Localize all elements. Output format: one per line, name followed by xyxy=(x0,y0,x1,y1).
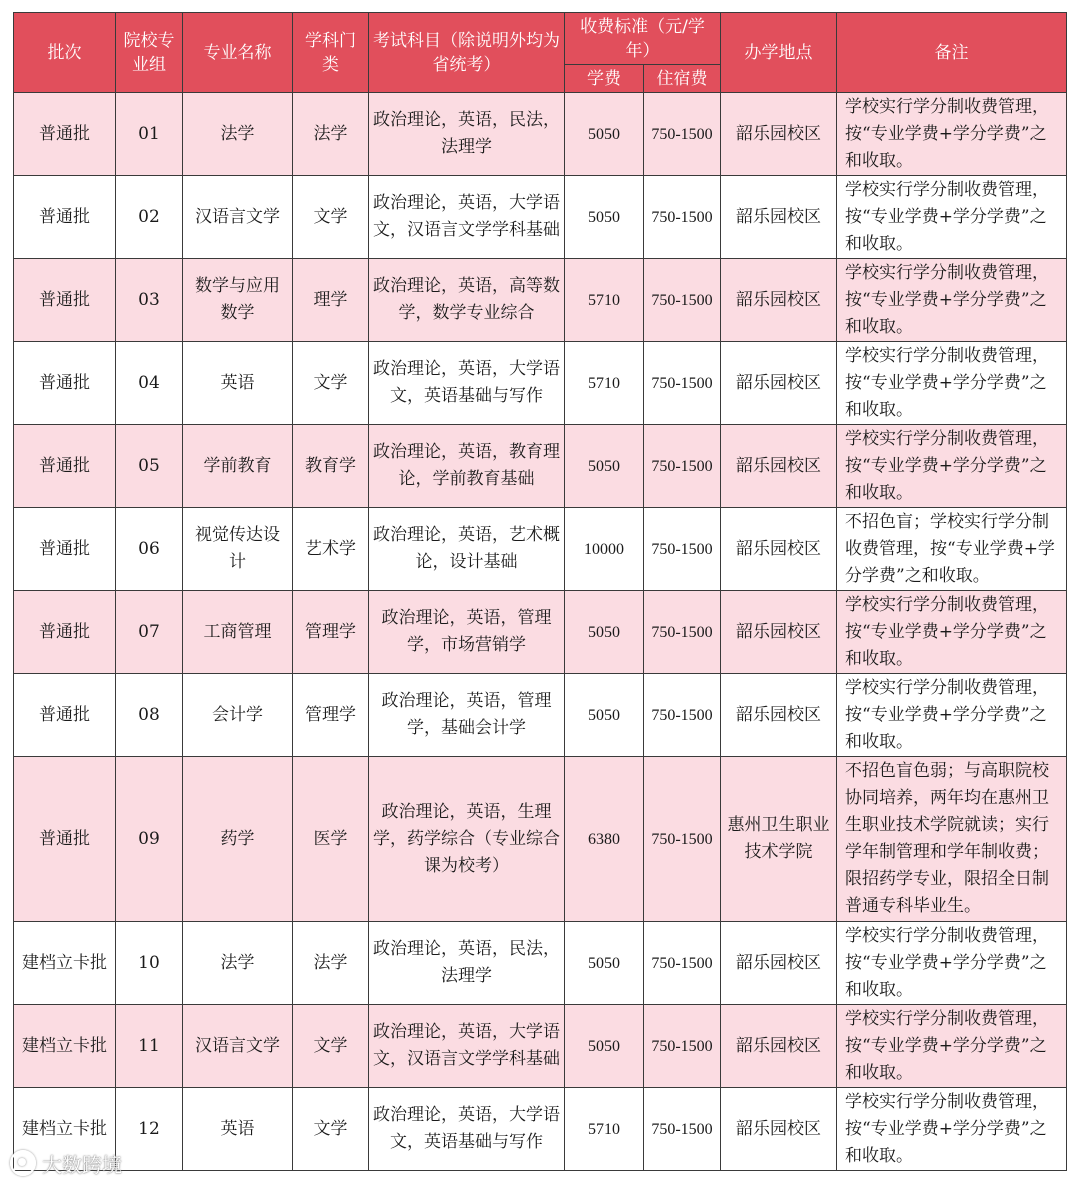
table-row xyxy=(14,591,1067,674)
cell-major: 视觉传达设计 xyxy=(183,508,293,591)
cell-remarks: 不招色盲色弱；与高职院校协同培养，两年均在惠州卫生职业技术学院就读；实行学年制管理和学年制收费；限招药学专业，限招全日制普通专科毕业生。 xyxy=(837,757,1067,922)
cell-accommodation: 750-1500 xyxy=(644,176,721,259)
cell-group: 02 xyxy=(116,176,183,259)
cell-major: 汉语言文学 xyxy=(183,176,293,259)
cell-tuition: 5050 xyxy=(565,591,644,674)
cell-group: 08 xyxy=(116,674,183,757)
cell-discipline: 文学 xyxy=(293,342,369,425)
cell-group: 04 xyxy=(116,342,183,425)
table-header xyxy=(14,13,1067,93)
cell-group: 01 xyxy=(116,93,183,176)
cell-tuition: 5050 xyxy=(565,1005,644,1088)
cell-accommodation: 750-1500 xyxy=(644,425,721,508)
table-row xyxy=(14,425,1067,508)
cell-group: 12 xyxy=(116,1088,183,1171)
cell-accommodation: 750-1500 xyxy=(644,508,721,591)
cell-tuition: 5710 xyxy=(565,259,644,342)
cell-location: 韶乐园校区 xyxy=(721,922,837,1005)
cell-batch: 普通批 xyxy=(14,259,116,342)
cell-discipline: 文学 xyxy=(293,1088,369,1171)
cell-major: 数学与应用数学 xyxy=(183,259,293,342)
cell-group: 09 xyxy=(116,757,183,922)
cell-batch: 建档立卡批 xyxy=(14,1088,116,1171)
cell-remarks: 学校实行学分制收费管理，按“专业学费+学分学费”之和收取。 xyxy=(837,259,1067,342)
cell-accommodation: 750-1500 xyxy=(644,674,721,757)
header-tuition: 学费 xyxy=(565,65,644,93)
cell-location: 韶乐园校区 xyxy=(721,259,837,342)
header-batch: 批次 xyxy=(14,13,116,93)
cell-subjects: 政治理论，英语，艺术概论，设计基础 xyxy=(369,508,565,591)
header-discipline: 学科门类 xyxy=(293,13,369,93)
header-fee-standard: 收费标准（元/学年） xyxy=(565,13,721,65)
cell-accommodation: 750-1500 xyxy=(644,259,721,342)
cell-subjects: 政治理论，英语，大学语文，汉语言文学学科基础 xyxy=(369,176,565,259)
cell-batch: 建档立卡批 xyxy=(14,1005,116,1088)
cell-remarks: 学校实行学分制收费管理，按“专业学费+学分学费”之和收取。 xyxy=(837,922,1067,1005)
cell-remarks: 学校实行学分制收费管理，按“专业学费+学分学费”之和收取。 xyxy=(837,1005,1067,1088)
table-row xyxy=(14,1005,1067,1088)
cell-discipline: 理学 xyxy=(293,259,369,342)
cell-tuition: 5050 xyxy=(565,922,644,1005)
cell-accommodation: 750-1500 xyxy=(644,922,721,1005)
cell-discipline: 医学 xyxy=(293,757,369,922)
table-row xyxy=(14,674,1067,757)
watermark-logo-icon xyxy=(10,1150,36,1176)
table-row xyxy=(14,176,1067,259)
cell-group: 06 xyxy=(116,508,183,591)
cell-location: 韶乐园校区 xyxy=(721,342,837,425)
cell-major: 工商管理 xyxy=(183,591,293,674)
cell-tuition: 5050 xyxy=(565,93,644,176)
cell-remarks: 学校实行学分制收费管理，按“专业学费+学分学费”之和收取。 xyxy=(837,176,1067,259)
cell-location: 韶乐园校区 xyxy=(721,508,837,591)
table-row xyxy=(14,1088,1067,1171)
cell-accommodation: 750-1500 xyxy=(644,591,721,674)
cell-remarks: 学校实行学分制收费管理，按“专业学费+学分学费”之和收取。 xyxy=(837,342,1067,425)
cell-remarks: 学校实行学分制收费管理，按“专业学费+学分学费”之和收取。 xyxy=(837,1088,1067,1171)
cell-remarks: 学校实行学分制收费管理，按“专业学费+学分学费”之和收取。 xyxy=(837,93,1067,176)
header-location: 办学地点 xyxy=(721,13,837,93)
cell-location: 韶乐园校区 xyxy=(721,1005,837,1088)
cell-major: 汉语言文学 xyxy=(183,1005,293,1088)
table-row xyxy=(14,508,1067,591)
cell-batch: 普通批 xyxy=(14,757,116,922)
cell-batch: 普通批 xyxy=(14,674,116,757)
watermark xyxy=(10,1149,122,1177)
cell-location: 韶乐园校区 xyxy=(721,176,837,259)
cell-group: 03 xyxy=(116,259,183,342)
cell-accommodation: 750-1500 xyxy=(644,1088,721,1171)
cell-subjects: 政治理论，英语，民法，法理学 xyxy=(369,922,565,1005)
cell-discipline: 法学 xyxy=(293,93,369,176)
cell-batch: 普通批 xyxy=(14,591,116,674)
cell-subjects: 政治理论，英语，生理学，药学综合（专业综合课为校考） xyxy=(369,757,565,922)
cell-accommodation: 750-1500 xyxy=(644,342,721,425)
header-subjects: 考试科目（除说明外均为省统考） xyxy=(369,13,565,93)
cell-discipline: 艺术学 xyxy=(293,508,369,591)
cell-group: 05 xyxy=(116,425,183,508)
cell-discipline: 教育学 xyxy=(293,425,369,508)
cell-remarks: 学校实行学分制收费管理，按“专业学费+学分学费”之和收取。 xyxy=(837,674,1067,757)
cell-major: 学前教育 xyxy=(183,425,293,508)
cell-subjects: 政治理论，英语，教育理论，学前教育基础 xyxy=(369,425,565,508)
table-row xyxy=(14,93,1067,176)
cell-tuition: 5050 xyxy=(565,425,644,508)
cell-location: 韶乐园校区 xyxy=(721,591,837,674)
header-major: 专业名称 xyxy=(183,13,293,93)
table-row xyxy=(14,922,1067,1005)
cell-tuition: 6380 xyxy=(565,757,644,922)
cell-major: 英语 xyxy=(183,342,293,425)
cell-accommodation: 750-1500 xyxy=(644,93,721,176)
cell-location: 韶乐园校区 xyxy=(721,425,837,508)
cell-batch: 普通批 xyxy=(14,508,116,591)
cell-location: 韶乐园校区 xyxy=(721,674,837,757)
cell-subjects: 政治理论，英语，大学语文，汉语言文学学科基础 xyxy=(369,1005,565,1088)
cell-major: 英语 xyxy=(183,1088,293,1171)
cell-group: 10 xyxy=(116,922,183,1005)
cell-subjects: 政治理论，英语，大学语文，英语基础与写作 xyxy=(369,342,565,425)
cell-subjects: 政治理论，英语，管理学，基础会计学 xyxy=(369,674,565,757)
cell-discipline: 法学 xyxy=(293,922,369,1005)
table-body xyxy=(14,93,1067,1171)
cell-batch: 普通批 xyxy=(14,425,116,508)
cell-location: 韶乐园校区 xyxy=(721,1088,837,1171)
cell-remarks: 学校实行学分制收费管理，按“专业学费+学分学费”之和收取。 xyxy=(837,425,1067,508)
cell-major: 法学 xyxy=(183,922,293,1005)
cell-discipline: 文学 xyxy=(293,1005,369,1088)
cell-tuition: 5710 xyxy=(565,342,644,425)
cell-major: 药学 xyxy=(183,757,293,922)
cell-discipline: 管理学 xyxy=(293,674,369,757)
cell-tuition: 5050 xyxy=(565,176,644,259)
cell-accommodation: 750-1500 xyxy=(644,757,721,922)
cell-batch: 建档立卡批 xyxy=(14,922,116,1005)
cell-subjects: 政治理论，英语，管理学，市场营销学 xyxy=(369,591,565,674)
cell-batch: 普通批 xyxy=(14,93,116,176)
cell-remarks: 学校实行学分制收费管理，按“专业学费+学分学费”之和收取。 xyxy=(837,591,1067,674)
table-row xyxy=(14,259,1067,342)
cell-tuition: 5710 xyxy=(565,1088,644,1171)
cell-major: 法学 xyxy=(183,93,293,176)
table-row xyxy=(14,757,1067,922)
cell-discipline: 文学 xyxy=(293,176,369,259)
cell-batch: 普通批 xyxy=(14,176,116,259)
cell-discipline: 管理学 xyxy=(293,591,369,674)
table-row xyxy=(14,342,1067,425)
admission-table xyxy=(13,12,1067,1171)
cell-major: 会计学 xyxy=(183,674,293,757)
cell-accommodation: 750-1500 xyxy=(644,1005,721,1088)
header-remarks: 备注 xyxy=(837,13,1067,93)
cell-group: 11 xyxy=(116,1005,183,1088)
cell-subjects: 政治理论，英语，民法，法理学 xyxy=(369,93,565,176)
cell-batch: 普通批 xyxy=(14,342,116,425)
cell-location: 韶乐园校区 xyxy=(721,93,837,176)
header-group: 院校专业组 xyxy=(116,13,183,93)
cell-subjects: 政治理论，英语，大学语文，英语基础与写作 xyxy=(369,1088,565,1171)
cell-tuition: 10000 xyxy=(565,508,644,591)
cell-tuition: 5050 xyxy=(565,674,644,757)
watermark-text: 大数跨境 xyxy=(42,1152,122,1177)
cell-subjects: 政治理论，英语，高等数学，数学专业综合 xyxy=(369,259,565,342)
cell-group: 07 xyxy=(116,591,183,674)
cell-remarks: 不招色盲；学校实行学分制收费管理，按“专业学费+学分学费”之和收取。 xyxy=(837,508,1067,591)
cell-location: 惠州卫生职业技术学院 xyxy=(721,757,837,922)
header-accommodation: 住宿费 xyxy=(644,65,721,93)
